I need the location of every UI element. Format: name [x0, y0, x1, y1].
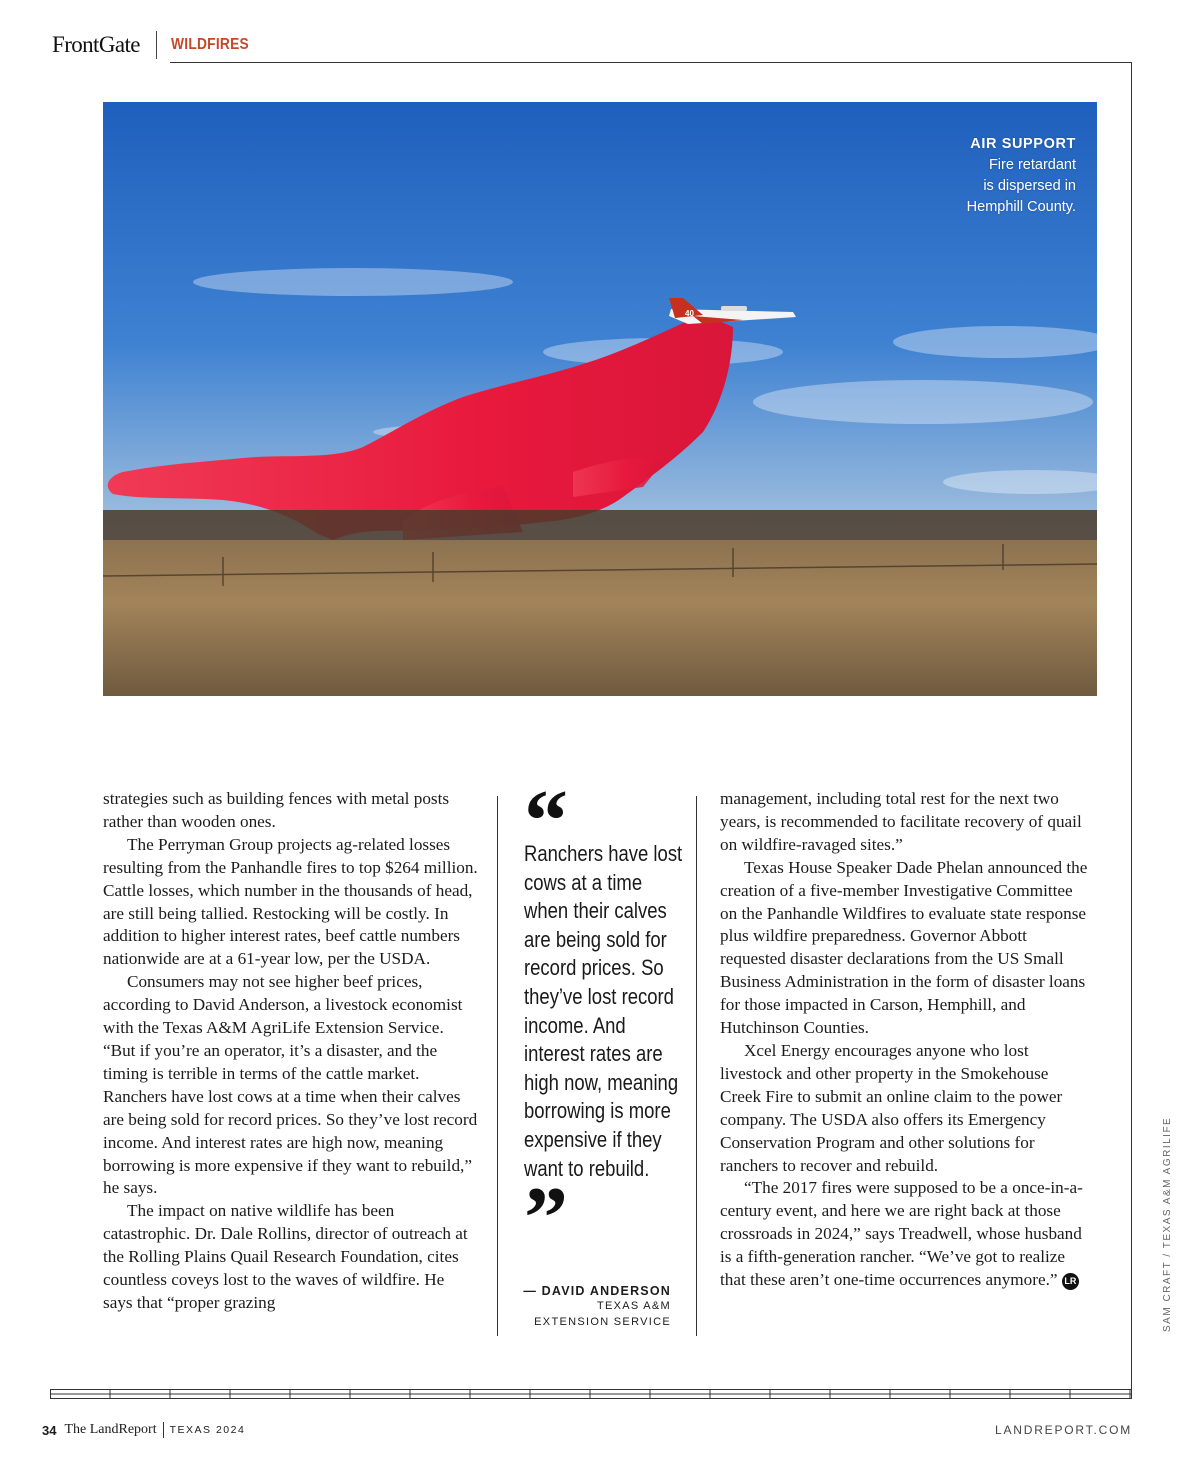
article-column-right: [720, 788, 1092, 1292]
caption-line: Fire retardant: [988, 157, 1076, 173]
website-link[interactable]: LANDREPORT.COM: [995, 1423, 1132, 1437]
frame-right-rule: [1131, 62, 1132, 1392]
column-rule-left: [497, 796, 498, 1336]
quote-open-icon: “: [524, 773, 564, 870]
tree-line: [103, 510, 1097, 544]
attribution-org: TEXAS A&M: [596, 1300, 671, 1312]
page-number: 34: [42, 1422, 57, 1438]
article-paragraph: strategies such as building fences with metal posts rather than wooden ones.: [103, 789, 450, 831]
end-mark-icon: LR: [1062, 1273, 1079, 1290]
article-paragraph: The impact on native wildlife has been catastrophic. Dr. Dale Rollins, director of outreach at the Rolling Plains Quail Research Foundation, cites countless coveys lost to the waves of wildfire. He says that “proper grazing: [103, 1201, 468, 1312]
caption-line: Hemphill County.: [966, 199, 1076, 215]
page-footer: [42, 1422, 245, 1438]
attribution-org: EXTENSION SERVICE: [534, 1316, 671, 1328]
article-paragraph: management, including total rest for the next two years, is recommended to facilitate recovery of quail on wildfire-ravaged sites.”: [720, 789, 1082, 854]
pull-quote-text: Ranchers have lost cows at a time when their calves are being sold for record prices. So they’ve lost record income. And interest rates are high now, meaning borrowing is more expensive if they want to rebuild.: [524, 841, 683, 1181]
caption-title: AIR SUPPORT: [970, 136, 1076, 152]
article-paragraph: Consumers may not see higher beef prices, according to David Anderson, a livestock economist with the Texas A&M AgriLife Extension Service. “But if you’re an operator, it’s a disaster, and the timing is terrible in terms of the cattle market. Ranchers have lost cows at a time when their calves are being sold for record prices. So they’ve lost record income. And interest rates are high now, meaning borrowing is more expensive if they want to rebuild,” he says.: [103, 972, 478, 1198]
page-header: [52, 30, 262, 60]
article-paragraph: Xcel Energy encourages anyone who lost livestock and other property in the Smokehouse Creek Fire to submit an online claim to the power company. The USDA also offers its Emergency Conservation Program and other solutions for ranchers to recover and rebuild.: [720, 1040, 1063, 1175]
aircraft-marking: 40: [685, 309, 694, 318]
pull-quote-attribution: [500, 1284, 671, 1330]
footer-divider: [163, 1422, 164, 1438]
brand-logo: FrontGate: [52, 32, 140, 57]
quote-close-icon: ”: [524, 1170, 564, 1268]
magazine-name: The LandReport: [64, 1422, 157, 1437]
article-paragraph: The Perryman Group projects ag-related losses resulting from the Panhandle fires to top $264 million. Cattle losses, which number in the thousands of head, are still being tallied. Restocking will be costly. In addition to higher interest rates, beef cattle numbers nationwide are at a 61-year low, per the USDA.: [103, 834, 478, 969]
article-paragraph: Texas House Speaker Dade Phelan announced the creation of a five-member Investigative Committee on the Panhandle Wildfires to evaluate state response plus wildfire preparedness. Governor Abbott requested disaster declarations from the US Small Business Administration in the form of disaster loans for those impacted in Carson, Hemphill, and Hutchinson Counties.: [720, 857, 1088, 1038]
photo-credit: SAM CRAFT / TEXAS A&M AGRILIFE: [1162, 1116, 1173, 1332]
decorative-ruler: [50, 1389, 1132, 1399]
frame-top-rule: [170, 62, 1132, 63]
article-closing-text: “The 2017 fires were supposed to be a once-in-a-century event, and here we are right back at those crossroads in 2024,” says Treadwell, whose husband is a fifth-generation rancher. “We’ve got to realize that these aren’t one-time occurrences anymore.”: [720, 1178, 1083, 1290]
header-divider: [156, 31, 157, 59]
hero-photo: [103, 102, 1097, 696]
pull-quote: [524, 773, 684, 1268]
column-rule-right: [696, 796, 697, 1336]
photo-caption: [967, 134, 1076, 218]
section-label: WILDFIRES: [170, 36, 249, 53]
field: [103, 540, 1097, 696]
attribution-name: — DAVID ANDERSON: [523, 1284, 671, 1298]
article-paragraph-last: [720, 1177, 1092, 1292]
issue-label: TEXAS 2024: [169, 1424, 246, 1436]
article-column-left: [103, 788, 478, 1315]
caption-line: is dispersed in: [983, 178, 1076, 194]
